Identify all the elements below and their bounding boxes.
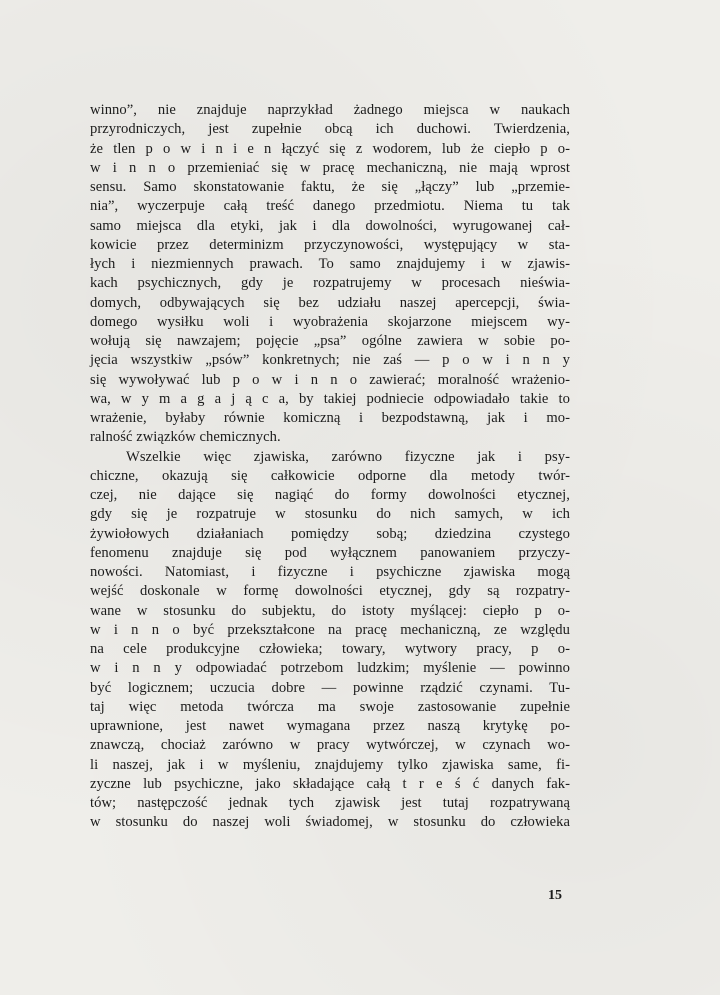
text-line: Wszelkie więc zjawiska, zarówno fizyczne jak i psy-: [126, 448, 570, 465]
text-line: być logicznem; uczucia dobre — powinne rządzić czynami. Tu-: [90, 679, 570, 696]
text-line: jęcia wszystkiw „psów” konkretnych; nie zaś — p o w i n n y: [90, 352, 570, 369]
text-line: kach psychicznych, gdy je rozpatrujemy w procesach nieświa-: [90, 275, 570, 292]
paragraph-1: [90, 101, 570, 448]
text-line: fenomenu znajduje się pod wyłącznem panowaniem przyczy-: [90, 544, 570, 561]
page-number: 15: [548, 888, 562, 903]
text-line: domych, odbywających się bez udziału naszej apercepcji, świa-: [90, 294, 570, 311]
text-line: sensu. Samo skonstatowanie faktu, że się „łączy” lub „przemie-: [90, 179, 570, 195]
body-text: [90, 101, 570, 833]
text-line: winno”, nie znajduje naprzykład żadnego miejsca w naukach: [90, 102, 570, 118]
text-line: ralność związków chemicznych.: [90, 429, 281, 446]
text-line: taj więc metoda twórcza ma swoje zastosowanie zupełnie: [90, 698, 570, 715]
text-line: się wywoływać lub p o w i n n o zawierać; moralność wrażenio-: [90, 371, 570, 388]
text-line: czej, nie dające się nagiąć do formy dowolności etycznej,: [90, 487, 570, 503]
text-line: łych i niezmiennych prawach. To samo znajdujemy i w zjawis-: [90, 256, 570, 272]
text-line: gdy się je rozpatruje w stosunku do nich samych, w ich: [90, 506, 570, 523]
text-line: nowości. Natomiast, i fizyczne i psychiczne zjawiska mogą: [90, 564, 570, 580]
text-line: wejść doskonale w formę dowolności etycznej, gdy są rozpatry-: [90, 583, 570, 600]
text-line: że tlen p o w i n i e n łączyć się z wodorem, lub że ciepło p o-: [90, 140, 570, 157]
text-line: w i n n y odpowiadać potrzebom ludzkim; myślenie — powinno: [90, 660, 570, 677]
text-line: uprawnione, jest nawet wymagana przez naszą krytykę po-: [90, 718, 570, 734]
text-line: li naszej, jak i w myśleniu, znajdujemy tylko zjawiska same, fi-: [90, 756, 570, 773]
text-line: żywiołowych działaniach pomiędzy sobą; dziedzina czystego: [90, 525, 570, 542]
text-line: wane w stosunku do subjektu, do istoty myślącej: ciepło p o-: [90, 602, 570, 619]
text-line: w i n n o przemieniać się w pracę mechaniczną, nie mają wprost: [90, 159, 570, 176]
text-line: nia”, wyczerpuje całą treść danego przedmiotu. Niema tu tak: [90, 198, 570, 215]
text-line: w i n n o być przekształcone na pracę mechaniczną, ze względu: [90, 621, 570, 638]
text-line: wrażenie, byłaby równie komiczną i bezpodstawną, jak i mo-: [90, 410, 570, 426]
text-line: kowicie przez determinizm przyczynowości, występujący w sta-: [90, 236, 570, 253]
text-line: domego wysiłku woli i wyobrażenia skojarzone miejscem wy-: [90, 313, 570, 330]
text-line: wołują się nawzajem; pojęcie „psa” ogólne zawiera w sobie po-: [90, 333, 570, 349]
text-line: tów; następczość jednak tych zjawisk jest tutaj rozpatrywaną: [90, 795, 570, 811]
text-line: samo miejsca dla etyki, jak i dla dowolności, wyrugowanej cał-: [90, 217, 570, 234]
text-line: na cele produkcyjne człowieka; towary, wytwory pracy, p o-: [90, 641, 570, 657]
text-line: w stosunku do naszej woli świadomej, w stosunku do człowieka: [90, 814, 570, 831]
text-line: przyrodniczych, jest zupełnie obcą ich duchowi. Twierdzenia,: [90, 121, 570, 138]
text-line: wa, w y m a g a j ą c a, by takiej podniecie odpowiadało takie to: [90, 390, 570, 407]
paragraph-2: [90, 448, 570, 833]
text-line: zyczne lub psychiczne, jako składające całą t r e ś ć danych fak-: [90, 775, 570, 792]
text-line: znawczą, chociaż zarówno w pracy wytwórczej, w czynach wo-: [90, 737, 570, 754]
text-line: chiczne, okazują się całkowicie odporne dla metody twór-: [90, 467, 570, 484]
